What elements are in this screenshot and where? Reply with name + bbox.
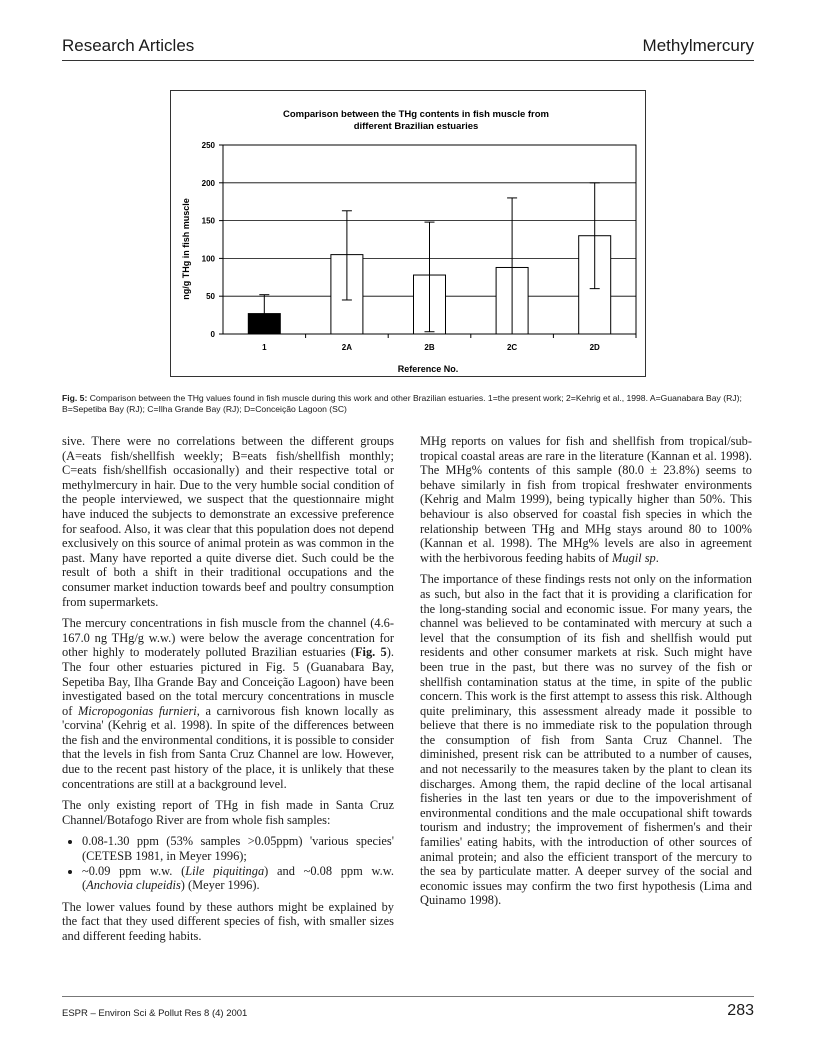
text-run: ~0.09 ppm w.w. ( bbox=[82, 863, 186, 878]
text-run: MHg reports on values for fish and shellfish from tropical/sub-tropical coastal areas are rare in the literature (Kannan et al. 1998). The MHg% contents of this sample (80.0 ± 23.8%) seems to behave similarly in fish from tropical freshwater environments (Kehrig and Malm 1999), being typically higher than 50%. This behaviour is also observed for coastal fish species in which the relationship between THg and MHg stays around 80 to 100% (Kannan et al. 1998). The MHg% levels are also in agreement with the herbivorous feeding habits of bbox=[420, 434, 752, 565]
text-run: ) (Meyer 1996). bbox=[180, 878, 260, 893]
figure-5-chart bbox=[170, 90, 646, 377]
figure-reference: Fig. 5 bbox=[354, 645, 387, 660]
bar-chart bbox=[171, 91, 647, 378]
y-tick-label: 0 bbox=[210, 330, 215, 339]
y-tick-label: 200 bbox=[201, 178, 215, 188]
paragraph: The only existing report of THg in fish made in Santa Cruz Channel/Botafogo River are from whole fish samples: bbox=[62, 798, 394, 827]
x-tick-label: 2C bbox=[506, 343, 518, 352]
y-tick-label: 50 bbox=[206, 292, 215, 302]
header-divider bbox=[62, 60, 754, 61]
chart-title-line1: Comparison between the THg contents in fish muscle from bbox=[282, 109, 550, 120]
species-name: Micropogonias furnieri bbox=[77, 703, 197, 718]
paragraph bbox=[62, 616, 394, 791]
y-tick-label: 100 bbox=[201, 254, 215, 264]
bullet-list bbox=[62, 834, 394, 892]
y-tick-label: 150 bbox=[201, 216, 215, 226]
x-tick-label: 1 bbox=[262, 343, 267, 352]
body-column-right bbox=[420, 434, 752, 915]
paragraph: sive. There were no correlations between the different groups (A=eats fish/shellfish weekly; B=eats fish/shellfish monthly; C=eats fish/shellfish occasionally) and their respective total or methylmercury in hair. Due to the very humble social condition of the people interviewed, we suspect that the questionnaire might have induced the subjects to demonstrate an excessive preference for seafood. Also, it was clear that this population does not depend exclusively on this source of animal protein as was common in the past. Many have reported a quite diverse diet. Such could be the result of both a shift in their traditional occupations and the consumer market induction towards beef and poultry consumption from supermarkets. bbox=[62, 434, 394, 609]
running-header-section: Research Articles bbox=[62, 36, 195, 55]
y-tick-label: 250 bbox=[201, 141, 215, 150]
paragraph bbox=[420, 434, 752, 565]
running-header-topic: Methylmercury bbox=[642, 36, 754, 55]
text-run: , a carnivorous fish known locally as 'corvina' (Kehrig et al. 1998). In spite of the differences between the fish and the environmental conditions, it is possible to consider that the levels in fish from Santa Cruz Channel are low. However, due to the recent past history of the place, it is unlikely that these concentrations are still at a background level. bbox=[62, 703, 395, 791]
x-tick-label: 2B bbox=[424, 343, 435, 352]
caption-label: Fig. 5: bbox=[62, 393, 88, 403]
text-run: ). The four other estuaries pictured in Fig. 5 (Guanabara Bay, Sepetiba Bay, Ilha Grande Bay and Conceição Lagoon) have been investigated based on the total mercury concentrations in muscle of bbox=[62, 645, 394, 718]
paragraph: The importance of these findings rests not only on the information as such, but also in the fact that it is providing a clarification for the long-standing social and economic issue. For many years, the channel was believed to be contaminated with mercury at such a level that the consumption of its fish and shellfish would put residents and other consumer markets at risk. Such might have been true in the past, but there was no survey of the fish or shellfish contamination status at the time, in spite of the public concern. This work is the first attempt to assess this risk. Although quite preliminary, this assessment already made it possible to believe that there is no immediate risk to the population through the consumption of fish from Santa Cruz Channel. The diminished, present risk can be attributed to a number of causes, and not necessarily to the measures taken by the plant to clean its discharges. Among them, the rapid decline of the local artisanal fisheries in the last ten years or due to the impoverishment of environmental conditions and the male occupational shift towards tourism and industry; the improvement of fishermen's and their families' eating habits, with the introduction of other sources of animal protein; and also the efficient transport of the mercury to the sea by particulate matter. A deeper survey of the social and economic issues may confirm the two first hypothesis (Lima and Quinamo 1998). bbox=[420, 572, 752, 908]
text-run: . bbox=[655, 550, 659, 565]
footer-divider bbox=[62, 996, 754, 997]
species-name: Anchovia clupeidis bbox=[86, 878, 181, 893]
x-tick-label: 2A bbox=[341, 343, 353, 352]
x-axis-label: Reference No. bbox=[397, 364, 459, 374]
text-run: ) and ~0.08 ppm w.w. ( bbox=[82, 863, 394, 893]
figure-caption bbox=[62, 393, 754, 415]
body-column-left bbox=[62, 434, 394, 951]
list-item bbox=[82, 864, 394, 893]
chart-title-line2: different Brazilian estuaries bbox=[353, 121, 479, 132]
x-tick-label: 2D bbox=[589, 343, 600, 352]
species-name: Lile piquitinga bbox=[185, 863, 265, 878]
text-run: The mercury concentrations in fish muscle from the channel (4.6-167.0 ng THg/g w.w.) were below the average concentration for other highly to moderately polluted Brazilian estuaries ( bbox=[62, 616, 394, 660]
paragraph: The lower values found by these authors might be explained by the fact that they used different species of fish, with smaller sizes and different feeding habits. bbox=[62, 899, 394, 943]
caption-text: Comparison between the THg values found in fish muscle during this work and other Brazilian estuaries. 1=the present work; 2=Kehrig et al., 1998. A=Guanabara Bay (RJ); B=Sepetiba Bay (RJ); C=Ilha Grande Bay (RJ); D=Conceição Lagoon (SC) bbox=[62, 393, 742, 414]
species-name: Mugil sp bbox=[612, 550, 656, 565]
journal-citation: ESPR – Environ Sci & Pollut Res 8 (4) 2001 bbox=[62, 1008, 248, 1019]
list-item: • 0.08-1.30 ppm (53% samples >0.05ppm) 'various species' (CETESB 1981, in Meyer 1996); bbox=[82, 834, 394, 863]
page-number: 283 bbox=[727, 1002, 754, 1019]
y-axis-label: ng/g THg in fish muscle bbox=[181, 198, 191, 300]
